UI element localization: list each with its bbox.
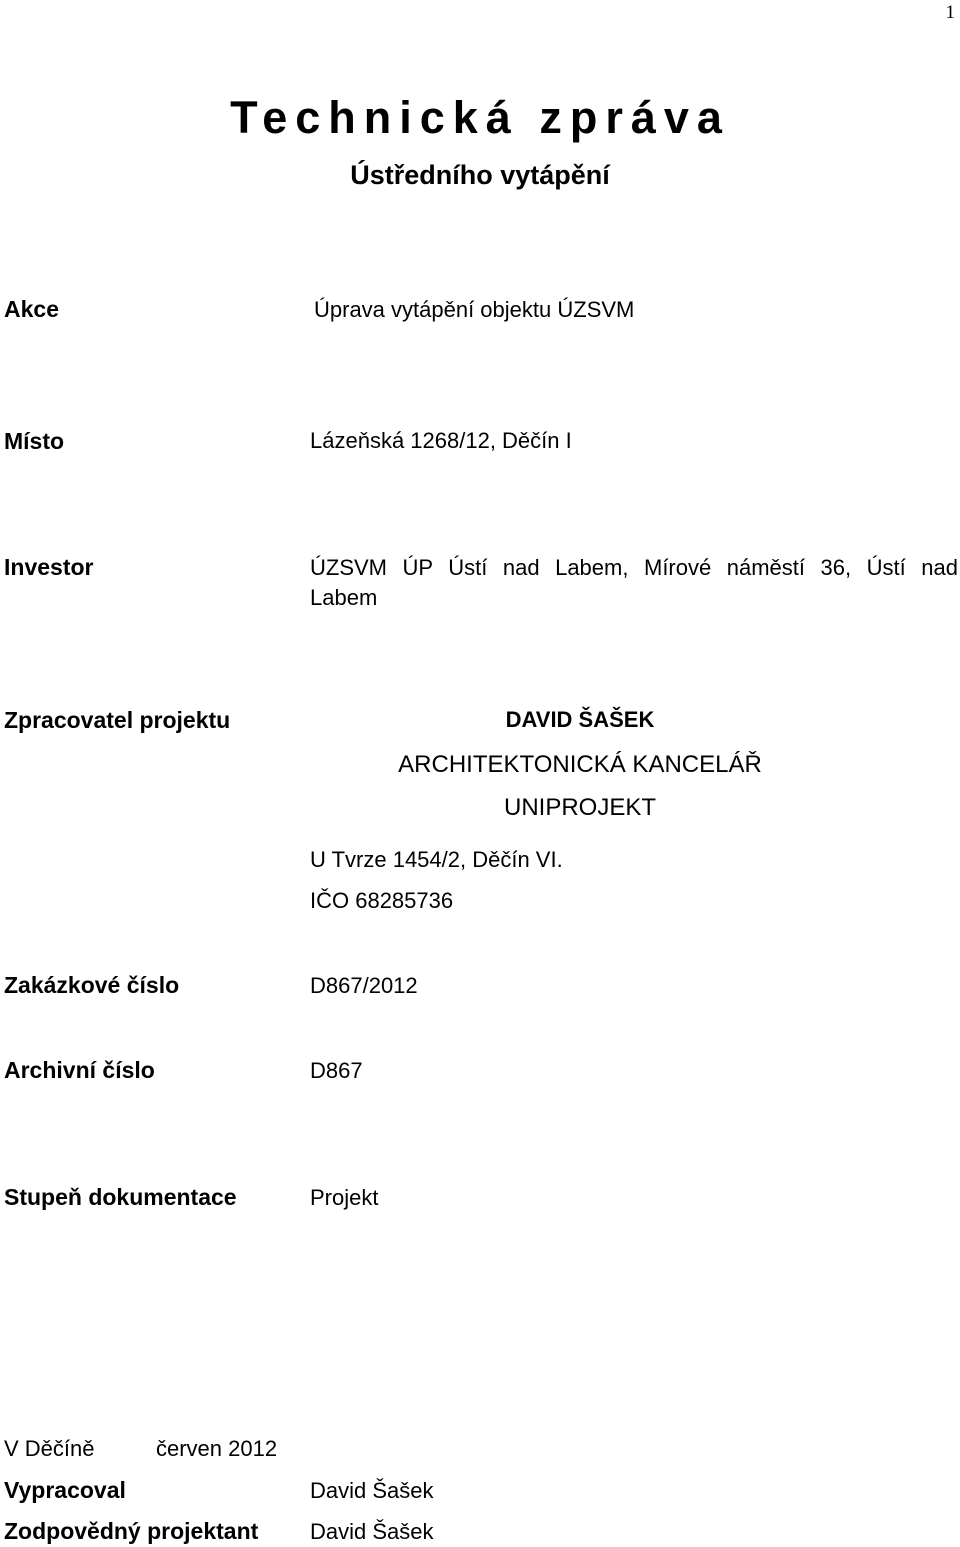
page-number: 1	[945, 2, 955, 23]
zpracovatel-address: U Tvrze 1454/2, Děčín VI.	[310, 847, 563, 872]
stupen-value: Projekt	[310, 1185, 379, 1210]
misto-value: Lázeňská 1268/12, Děčín I	[310, 428, 572, 453]
vypracoval-value: David Šašek	[310, 1478, 434, 1503]
investor-value: ÚZSVM ÚP Ústí nad Labem, Mírové náměstí 36, Ústí nad Labem	[310, 555, 958, 610]
vypracoval-label: Vypracoval	[4, 1477, 126, 1503]
zodpovedny-value: David Šašek	[310, 1519, 434, 1544]
document-subtitle: Ústředního vytápění	[350, 160, 610, 190]
archivni-cislo-value: D867	[310, 1058, 363, 1083]
zakazkove-cislo-label: Zakázkové číslo	[4, 972, 180, 998]
stupen-label: Stupeň dokumentace	[4, 1184, 237, 1210]
misto-label: Místo	[4, 428, 65, 454]
zakazkove-cislo-value: D867/2012	[310, 973, 418, 998]
document-title: Technická zpráva	[230, 92, 730, 143]
akce-value: Úprava vytápění objektu ÚZSVM	[314, 297, 635, 322]
zpracovatel-brand: UNIPROJEKT	[503, 794, 656, 821]
archivni-cislo-label: Archivní číslo	[4, 1057, 155, 1083]
zodpovedny-label: Zodpovědný projektant	[4, 1518, 259, 1544]
zpracovatel-name: DAVID ŠAŠEK	[505, 707, 655, 732]
investor-label: Investor	[4, 554, 94, 580]
footer-date: červen 2012	[156, 1436, 278, 1461]
zpracovatel-ico: IČO 68285736	[310, 888, 454, 913]
footer-place: V Děčíně	[4, 1436, 95, 1461]
akce-label: Akce	[4, 296, 59, 322]
zpracovatel-office: ARCHITEKTONICKÁ KANCELÁŘ	[398, 751, 762, 778]
zpracovatel-label: Zpracovatel projektu	[4, 707, 231, 733]
